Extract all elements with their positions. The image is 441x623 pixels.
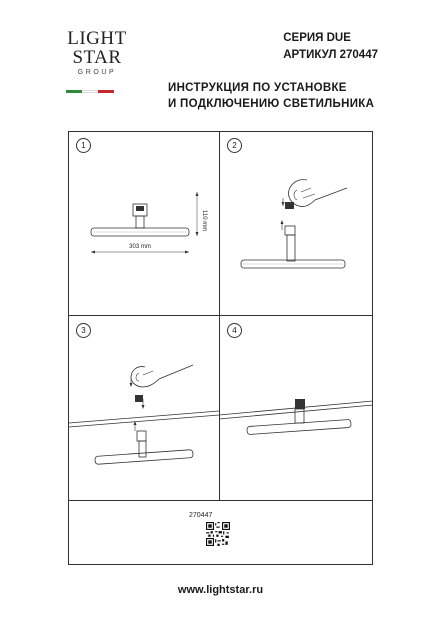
qr-code-icon bbox=[206, 522, 230, 546]
flag-red bbox=[98, 90, 114, 93]
instruction-title bbox=[168, 80, 374, 112]
step-1-number: 1 bbox=[76, 138, 91, 153]
logo-word-star: STAR bbox=[72, 47, 122, 68]
step-1-dimensions-figure bbox=[69, 132, 219, 315]
italian-flag-stripe bbox=[66, 90, 114, 93]
bottom-article-number: 270447 bbox=[189, 512, 213, 519]
step-4-number: 4 bbox=[227, 323, 242, 338]
lightstar-logo bbox=[66, 29, 128, 77]
article-label: АРТИКУЛ 270447 bbox=[283, 49, 378, 61]
step-2-figure bbox=[219, 132, 373, 315]
height-dimension-label: 110 mm bbox=[201, 210, 207, 232]
flag-green bbox=[66, 90, 82, 93]
series-label: СЕРИЯ DUE bbox=[283, 32, 351, 44]
length-dimension-label: 303 mm bbox=[129, 244, 151, 250]
logo-word-group: GROUP bbox=[77, 69, 117, 76]
step-2-number: 2 bbox=[227, 138, 242, 153]
flag-white bbox=[82, 90, 98, 93]
step-3-figure bbox=[69, 315, 219, 500]
website-url[interactable]: www.lightstar.ru bbox=[177, 584, 264, 596]
title-line-2: И ПОДКЛЮЧЕНИЮ СВЕТИЛЬНИКА bbox=[168, 98, 375, 110]
instruction-panels bbox=[68, 131, 373, 565]
product-info bbox=[283, 30, 378, 64]
title-line-1: ИНСТРУКЦИЯ ПО УСТАНОВКЕ bbox=[168, 82, 347, 94]
logo-word-light: LIGHT bbox=[67, 28, 127, 49]
grid-divider-h2 bbox=[69, 500, 372, 501]
step-4-figure bbox=[219, 315, 373, 500]
step-3-number: 3 bbox=[76, 323, 91, 338]
